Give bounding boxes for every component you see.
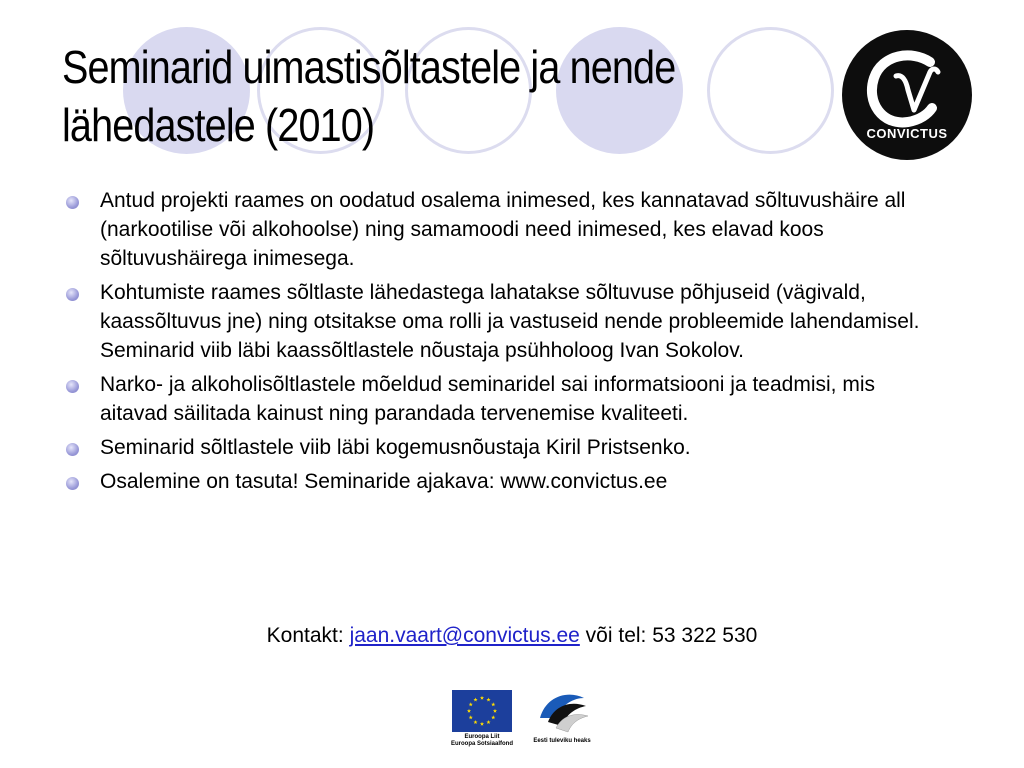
list-item: [64, 467, 944, 496]
title-line-2: lähedastele (2010): [62, 99, 375, 151]
contact-line: [0, 624, 1024, 648]
eu-flag-icon: [452, 690, 512, 732]
est-caption: Eesti tuleviku heaks: [533, 738, 591, 744]
list-item: [64, 186, 944, 273]
list-item: [64, 278, 944, 365]
slide-title: [62, 38, 733, 154]
list-item: [64, 370, 944, 428]
bullet-icon: [66, 477, 79, 490]
contact-prefix: Kontakt:: [266, 624, 350, 647]
contact-suffix: või tel: 53 322 530: [579, 624, 758, 647]
title-line-1: Seminarid uimastisõltastele ja nende: [62, 41, 676, 93]
bullet-icon: [66, 380, 79, 393]
eu-caption: [446, 734, 518, 748]
logo-text: CONVICTUS: [866, 126, 948, 141]
list-item: [64, 433, 944, 462]
bullet-text: Osalemine on tasuta! Seminaride ajakava: www.convictus.ee: [100, 470, 668, 493]
bullet-text: Kohtumiste raames sõltlaste lähedastega lahatakse sõltuvuse põhjuseid (vägivald, kaassõltuvus jne) ning otsitakse oma rolli ja vastuseid nende probleemide lahendamisel. Seminarid viib läbi kaassõltlastele nõustaja psühholoog Ivan Sokolov.: [100, 281, 920, 362]
bullet-text: Seminarid sõltlastele viib läbi kogemusnõustaja Kiril Pristsenko.: [100, 436, 691, 459]
eu-caption-line-1: Euroopa Liit: [464, 734, 500, 740]
bullet-text: Narko- ja alkoholisõltlastele mõeldud seminaridel sai informatsiooni ja teadmisi, mis aitavad säilitada kainust ning parandada tervenemise kvaliteeti.: [100, 373, 876, 425]
contact-email-link[interactable]: jaan.vaart@convictus.ee: [349, 624, 580, 647]
bullet-icon: [66, 196, 79, 209]
bullet-text: Antud projekti raames on oodatud osalema inimesed, kes kannatavad sõltuvushäire all (narkootilise või alkohoolse) ning samamoodi need inimesed, kes elavad koos sõltuvushäirega inimesega.: [100, 189, 906, 270]
bullet-icon: [66, 443, 79, 456]
eu-caption-line-2: Euroopa Sotsiaalfond: [450, 741, 513, 747]
bullet-icon: [66, 288, 79, 301]
estonian-flag-icon: [534, 688, 590, 734]
bullet-list: [64, 186, 944, 501]
convictus-logo: [842, 30, 972, 160]
